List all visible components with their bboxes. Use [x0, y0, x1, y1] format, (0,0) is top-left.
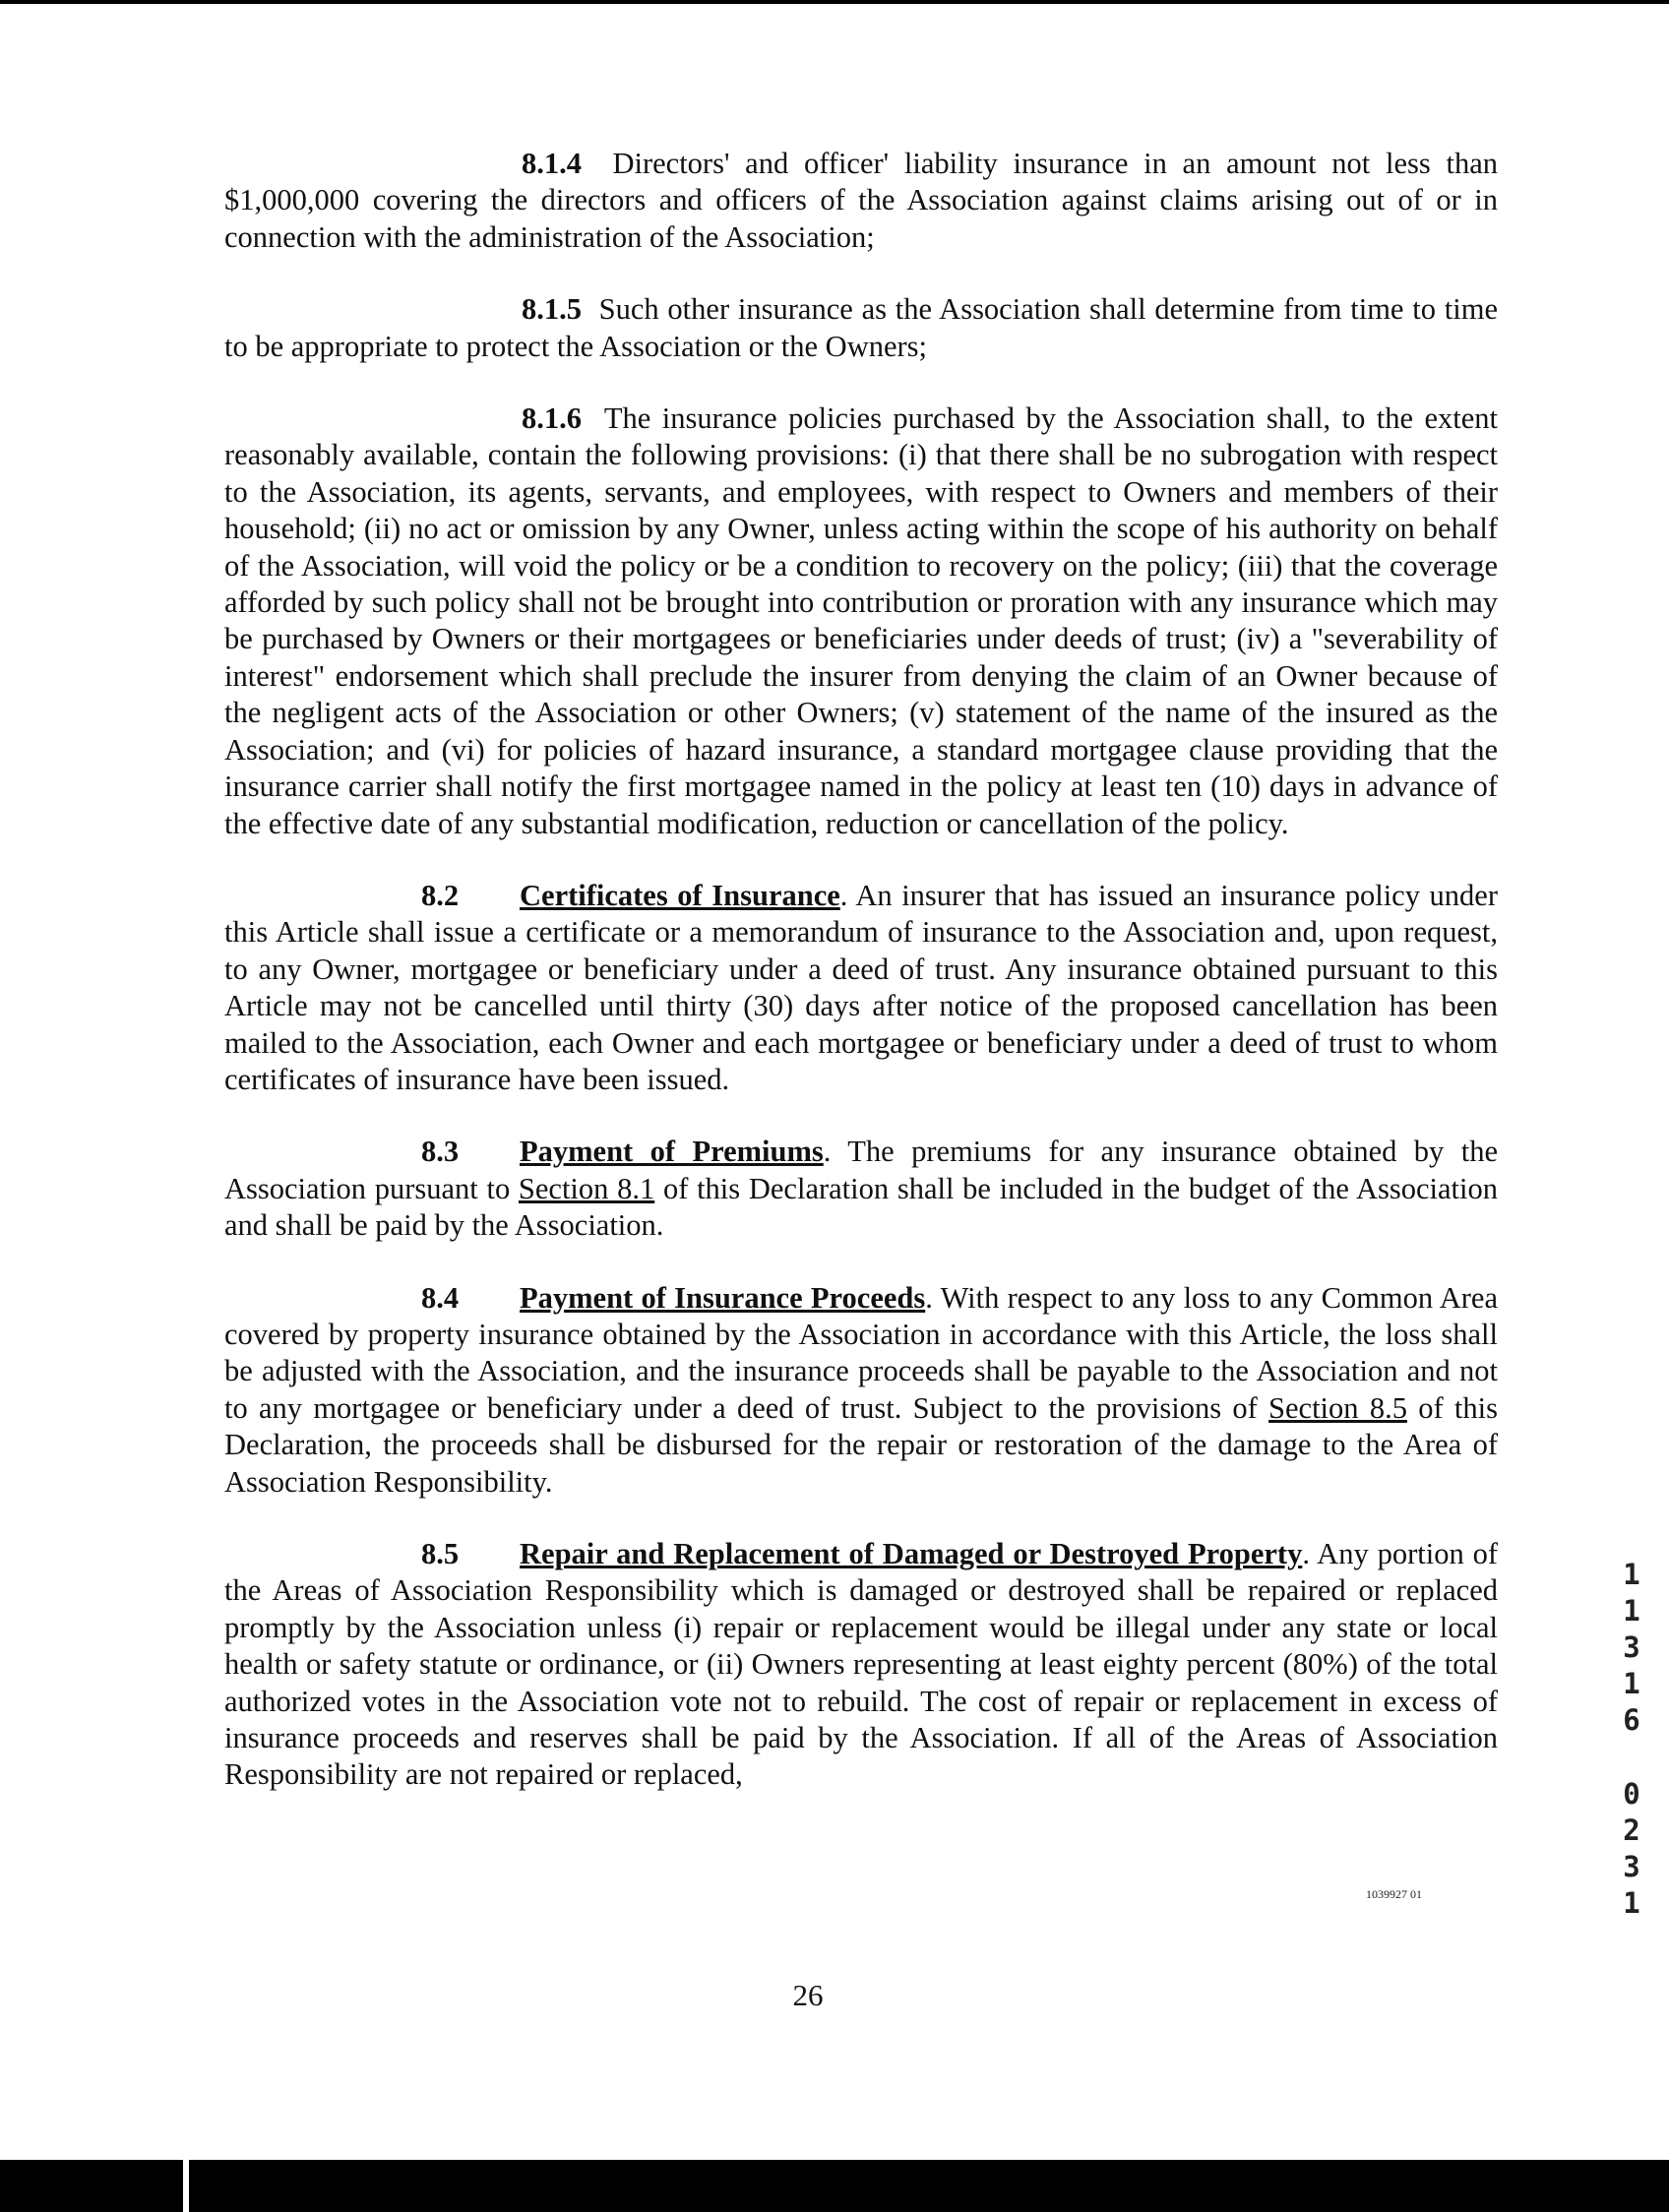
section-text: . An insurer that has issued an insurance policy under this Article shall issue a certificate or a memorandum of insurance to the Association and, upon request, to any Owner, mortgagee or beneficiary under a deed of trust. Any insurance obtained pursuant to this Article may not be cancelled until thirty (30) days after notice of the proposed cancellation has been mailed to the Association, each Owner and each mortgagee or beneficiary under a deed of trust to whom certificates of insurance have been issued. — [224, 878, 1498, 1096]
margin-recording-number — [1619, 1557, 1644, 1922]
section-heading: Payment of Premiums — [520, 1135, 824, 1169]
scan-border-bottom — [0, 2160, 1669, 2212]
page-number: 26 — [792, 1978, 824, 2012]
section-reference: Section 8.1 — [518, 1171, 655, 1205]
stamp-digit: 2 — [1623, 1813, 1640, 1847]
section-reference: Section 8.5 — [1268, 1390, 1407, 1425]
document-body — [224, 146, 1498, 1829]
section-number: 8.2 — [421, 878, 460, 912]
section-text: of this Declaration, the proceeds shall be disbursed for the repair or restoration of the damage to the Area of Association Responsibility. — [224, 1390, 1498, 1499]
stamp-digit: 0 — [1623, 1777, 1640, 1811]
scan-border-top — [0, 0, 1669, 4]
paragraph-text: Such other insurance as the Association shall determine from time to time to be appropriate to protect the Association or the Owners; — [224, 292, 1498, 363]
paragraph-text: Directors' and officer' liability insurance in an amount not less than $1,000,000 covering the directors and officers of the Association against claims arising out of or in connection with the administration of the Association; — [224, 147, 1499, 254]
section-text: . Any portion of the Areas of Association Responsibility which is damaged or destroyed shall be repaired or replaced promptly by the Association unless (i) repair or replacement would be illegal under any state or local health or safety statute or ordinance, or (ii) Owners representing at least eighty percent (80%) of the total authorized votes in the Association vote not to rebuild. The cost of repair or replacement in excess of insurance proceeds and reserves shall be paid by the Association. If all of the Areas of Association Responsibility are not repaired or replaced, — [224, 1537, 1499, 1792]
section-text: of this Declaration shall be included in the budget of the Association and shall be paid by the Association. — [224, 1171, 1498, 1243]
section-heading: Certificates of Insurance — [520, 878, 840, 912]
paragraph-number: 8.1.4 — [522, 147, 582, 180]
section-number: 8.5 — [421, 1537, 460, 1570]
section-text: . With respect to any loss to any Common Area covered by property insurance obtained by the Association in accordance with this Article, the loss shall be adjusted with the Association, and the insurance proceeds shall be payable to the Association and not to any mortgagee or beneficiary under a deed of trust. Subject to the provisions of — [224, 1280, 1498, 1425]
section-number: 8.3 — [421, 1135, 460, 1169]
paragraph-text: The insurance policies purchased by the Association shall, to the extent reasonably available, contain the following provisions: (i) that there shall be no subrogation with respect to the Association, its agents, servants, and employees, with respect to Owners and members of their household; (ii) no act or omission by any Owner, unless acting within the scope of his authority on behalf of the Association, will void the policy or be a condition to recovery on the policy; (iii) that the coverage afforded by such policy shall not be brought into contribution or proration with any insurance which may be purchased by Owners or their mortgagees or beneficiaries under deeds of trust; (iv) a "severability of interest" endorsement which shall preclude the insurer from denying the claim of an Owner because of the negligent acts of the Association or other Owners; (v) statement of the name of the insured as the Association; and (vi) for policies of hazard insurance, a standard mortgagee clause providing that the insurance carrier shall notify the first mortgagee named in the policy at least ten (10) days in advance of the effective date of any substantial modification, reduction or cancellation of the policy. — [224, 401, 1498, 840]
stamp-digit: 1 — [1623, 1594, 1640, 1628]
stamp-digit: 1 — [1623, 1886, 1640, 1920]
section-8-3 — [224, 1134, 1498, 1244]
document-id: 1039927 01 — [1366, 1887, 1422, 1901]
section-heading: Repair and Replacement of Damaged or Destroyed Property — [520, 1537, 1303, 1570]
paragraph-8-1-6 — [224, 400, 1498, 842]
section-text: . The premiums for any insurance obtained by the Association pursuant to — [224, 1135, 1499, 1205]
section-8-2 — [224, 878, 1498, 1098]
stamp-digit: 3 — [1623, 1850, 1640, 1883]
paragraph-number: 8.1.6 — [522, 401, 582, 436]
section-heading: Payment of Insurance Proceeds — [520, 1280, 926, 1315]
section-8-5 — [224, 1536, 1498, 1794]
paragraph-8-1-4 — [224, 146, 1498, 256]
stamp-digit: 1 — [1623, 1558, 1640, 1591]
stamp-digit: 1 — [1623, 1667, 1640, 1700]
stamp-digit: 6 — [1623, 1703, 1640, 1737]
section-number: 8.4 — [421, 1280, 460, 1315]
paragraph-8-1-5 — [224, 291, 1498, 365]
scan-border-notch — [0, 2160, 183, 2212]
section-8-4 — [224, 1280, 1498, 1501]
stamp-digit: 3 — [1623, 1630, 1640, 1664]
paragraph-number: 8.1.5 — [522, 292, 582, 327]
stamp-gap — [1619, 1739, 1644, 1776]
